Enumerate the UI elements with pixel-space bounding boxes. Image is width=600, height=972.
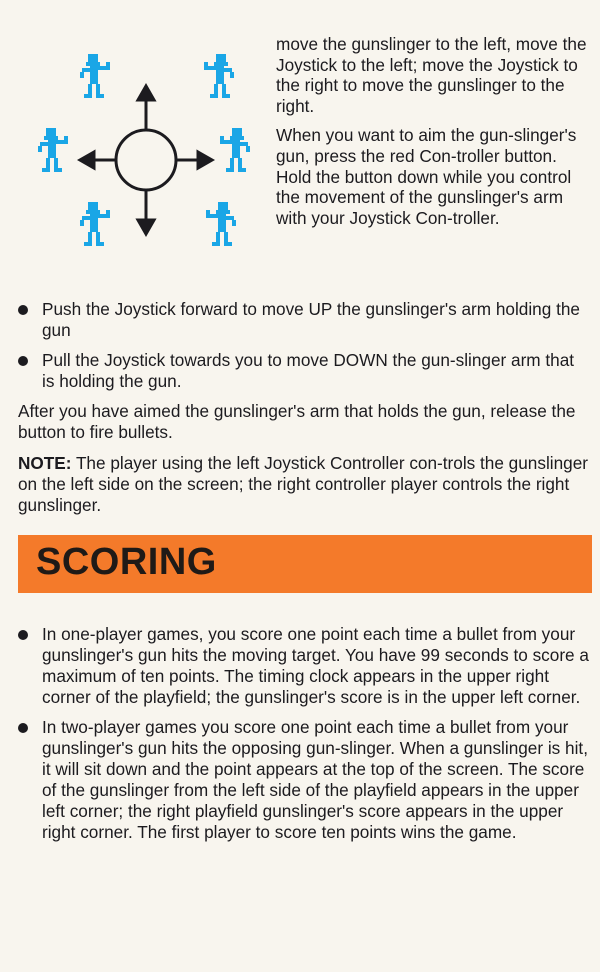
list-item: Push the Joystick forward to move UP the gunslinger's arm holding the gun bbox=[18, 299, 590, 341]
intro-paragraph-2: When you want to aim the gun-slinger's gun, press the red Con-troller button. Hold the button down while you control the movement of the gunslinger's arm with your Joystick Con-troller. bbox=[276, 125, 577, 228]
intro-text bbox=[276, 34, 590, 236]
section-title: SCORING bbox=[36, 541, 217, 583]
joystick-direction-diagram-icon bbox=[28, 46, 264, 274]
aim-bullet-list bbox=[18, 299, 590, 401]
bullet-icon bbox=[18, 305, 28, 315]
joystick-circle bbox=[116, 130, 176, 190]
note-paragraph bbox=[18, 453, 590, 516]
note-label: NOTE: bbox=[18, 453, 72, 473]
section-banner bbox=[18, 535, 592, 593]
fire-paragraph: After you have aimed the gunslinger's arm that holds the gun, release the button to fire bullets. bbox=[18, 401, 576, 442]
list-item: Pull the Joystick towards you to move DOWN the gun-slinger arm that is holding the gun. bbox=[18, 350, 590, 392]
list-item: In one-player games, you score one point each time a bullet from your gunslinger's gun hits the moving target. You have 99 seconds to score a maximum of ten points. The timing clock appears in the upper right corner of the playfield; the gunslinger's score is in the upper left corner. bbox=[18, 624, 590, 708]
bullet-icon bbox=[18, 356, 28, 366]
bullet-icon bbox=[18, 723, 28, 733]
note-text: The player using the left Joystick Controller con-trols the gunslinger on the left side on the screen; the right controller player controls the right gunslinger. bbox=[18, 453, 588, 515]
list-item: In two-player games you score one point each time a bullet from your gunslinger's gun hits the opposing gun-slinger. When a gunslinger is hit, it will sit down and the point appears at the top of the screen. The score of the gunslinger from the left side of the playfield appears in the upper left corner; the right playfield gunslinger's score appears in the upper right corner. The first player to score ten points wins the game. bbox=[18, 717, 590, 843]
scoring-bullet-list bbox=[18, 624, 590, 852]
intro-paragraph-1: move the gunslinger to the left, move the Joystick to the left; move the Joystick to the right to move the gunslinger to the right. bbox=[276, 34, 587, 116]
bullet-icon bbox=[18, 630, 28, 640]
